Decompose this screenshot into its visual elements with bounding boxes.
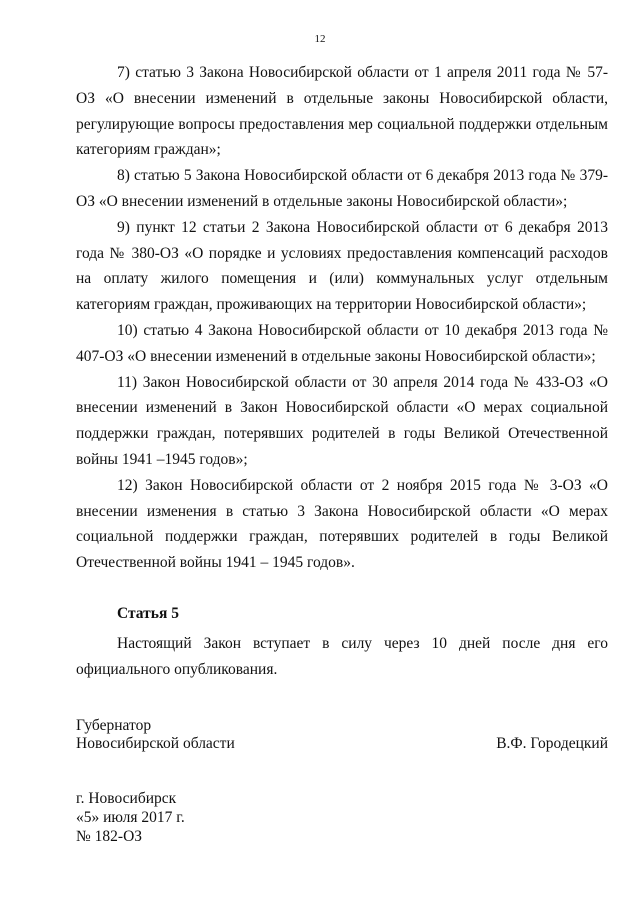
- list-item-9: 9) пункт 12 статьи 2 Закона Новосибирской области от 6 декабря 2013 года № 380-ОЗ «О порядке и условиях предоставления компенсаций расходов на оплату жилого помещения и (или) коммунальных услуг отдельным категориям граждан, проживающих на территории Новосибирской области»;: [76, 218, 608, 314]
- list-item-10: 10) статью 4 Закона Новосибирской области от 10 декабря 2013 года № 407-ОЗ «О внесении изменений в отдельные законы Новосибирской области»;: [76, 321, 608, 365]
- list-item-7: 7) статью 3 Закона Новосибирской области от 1 апреля 2011 года № 57-ОЗ «О внесении изменений в отдельные законы Новосибирской области, регулирующие вопросы предоставления мер социальной поддержки отдельным категориям граждан»;: [76, 64, 608, 159]
- footer-date: «5» июля 2017 г.: [76, 809, 185, 826]
- list-item-8: 8) статью 5 Закона Новосибирской области от 6 декабря 2013 года № 379-ОЗ «О внесении изменений в отдельные законы Новосибирской области»;: [76, 167, 608, 210]
- amendments-list: [76, 60, 608, 576]
- page-number: 12: [314, 33, 326, 45]
- footer-city: г. Новосибирск: [76, 790, 177, 807]
- article-body: [76, 631, 608, 683]
- document-footer: [76, 789, 185, 846]
- signer-name: В.Ф. Городецкий: [496, 735, 608, 752]
- signature-block: [76, 717, 608, 753]
- list-item-12: 12) Закон Новосибирской области от 2 ноября 2015 года № 3-ОЗ «О внесении изменения в статью 3 Закона Новосибирской области «О мерах социальной поддержки граждан, потерявших родителей в годы Великой Отечественной войны 1941 – 1945 годов».: [76, 476, 608, 572]
- list-item-11: 11) Закон Новосибирской области от 30 апреля 2014 года № 433-ОЗ «О внесении изменений в Закон Новосибирской области «О мерах социальной поддержки граждан, потерявших родителей в годы Великой Отечественной войны 1941 –1945 годов»;: [76, 373, 608, 468]
- footer-law-number: № 182-ОЗ: [76, 828, 143, 845]
- signer-position-line1: Губернатор: [76, 717, 152, 734]
- article-text: Настоящий Закон вступает в силу через 10 дней после дня его официального опубликования.: [76, 635, 608, 678]
- article-title: Статья 5: [117, 605, 179, 622]
- signer-position-line2: Новосибирской области: [76, 735, 235, 752]
